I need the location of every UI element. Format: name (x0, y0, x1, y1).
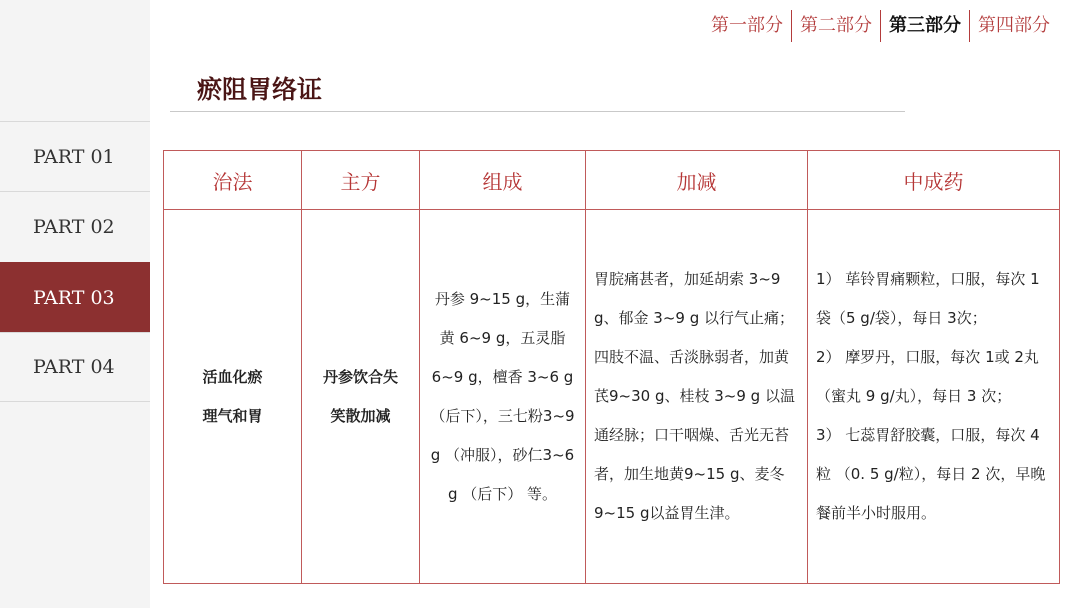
tab-part-two[interactable]: 第二部分 (800, 15, 872, 36)
header-composition: 组成 (420, 151, 586, 210)
patent-medicine-item: 1） 荜铃胃痛颗粒，口服，每次 1 袋（5 g/袋），每日 3次； (816, 270, 1040, 327)
patent-medicine-item: 2） 摩罗丹，口服，每次 1或 2丸 （蜜丸 9 g/丸），每日 3 次； (816, 348, 1039, 405)
cell-method (164, 210, 302, 584)
cell-patent-medicine (808, 210, 1060, 584)
sidebar (0, 0, 150, 608)
sidebar-item-part-01[interactable] (0, 121, 150, 191)
tab-part-three[interactable]: 第三部分 (889, 15, 961, 36)
sidebar-item-label: PART 01 (33, 145, 115, 168)
table-row (164, 210, 1060, 584)
header-method: 治法 (164, 151, 302, 210)
top-navigation (703, 10, 1058, 42)
patent-medicine-item: 3） 七蕊胃舒胶囊，口服，每次 4 粒 （0. 5 g/粒），每日 2 次，早晚餐前半小时服用。 (816, 426, 1046, 522)
page-title: 瘀阻胃络证 (197, 75, 323, 104)
sidebar-item-part-04[interactable] (0, 332, 150, 402)
sidebar-item-label: PART 03 (33, 286, 115, 309)
sidebar-item-part-03[interactable] (0, 262, 150, 332)
formula-line: 笑散加减 (330, 406, 391, 425)
modification-text: 胃脘痛甚者，加延胡索 3~9 g、郁金 3~9 g 以行气止痛；四肢不温、舌淡脉弱者，加黄芪9~30 g、桂枝 3~9 g 以温通经脉；口干咽燥、舌光无苔者，加生地黄9~15 g、麦冬 9~15 g以益胃生津。 (594, 270, 795, 522)
sidebar-item-label: PART 04 (33, 356, 115, 378)
tab-part-four[interactable]: 第四部分 (978, 15, 1050, 36)
header-formula: 主方 (302, 151, 420, 210)
treatment-table (163, 150, 1060, 584)
composition-text: 丹参 9~15 g，生蒲黄 6~9 g，五灵脂 6~9 g，檀香 3~6 g （后下），三七粉3~9 g （冲服），砂仁3~6 g （后下） 等。 (430, 289, 575, 503)
sidebar-item-label: PART 02 (33, 215, 115, 238)
cell-composition (420, 210, 586, 584)
cell-formula (302, 210, 420, 584)
header-patent-medicine: 中成药 (808, 151, 1060, 210)
sidebar-item-part-02[interactable] (0, 191, 150, 261)
method-line: 理气和胃 (202, 406, 263, 425)
cell-modification (586, 210, 808, 584)
table-header-row (164, 151, 1060, 210)
method-line: 活血化瘀 (202, 367, 263, 386)
title-divider (170, 111, 905, 112)
header-modification: 加减 (586, 151, 808, 210)
tab-part-one[interactable]: 第一部分 (711, 15, 783, 36)
formula-line: 丹参饮合失 (322, 367, 398, 386)
